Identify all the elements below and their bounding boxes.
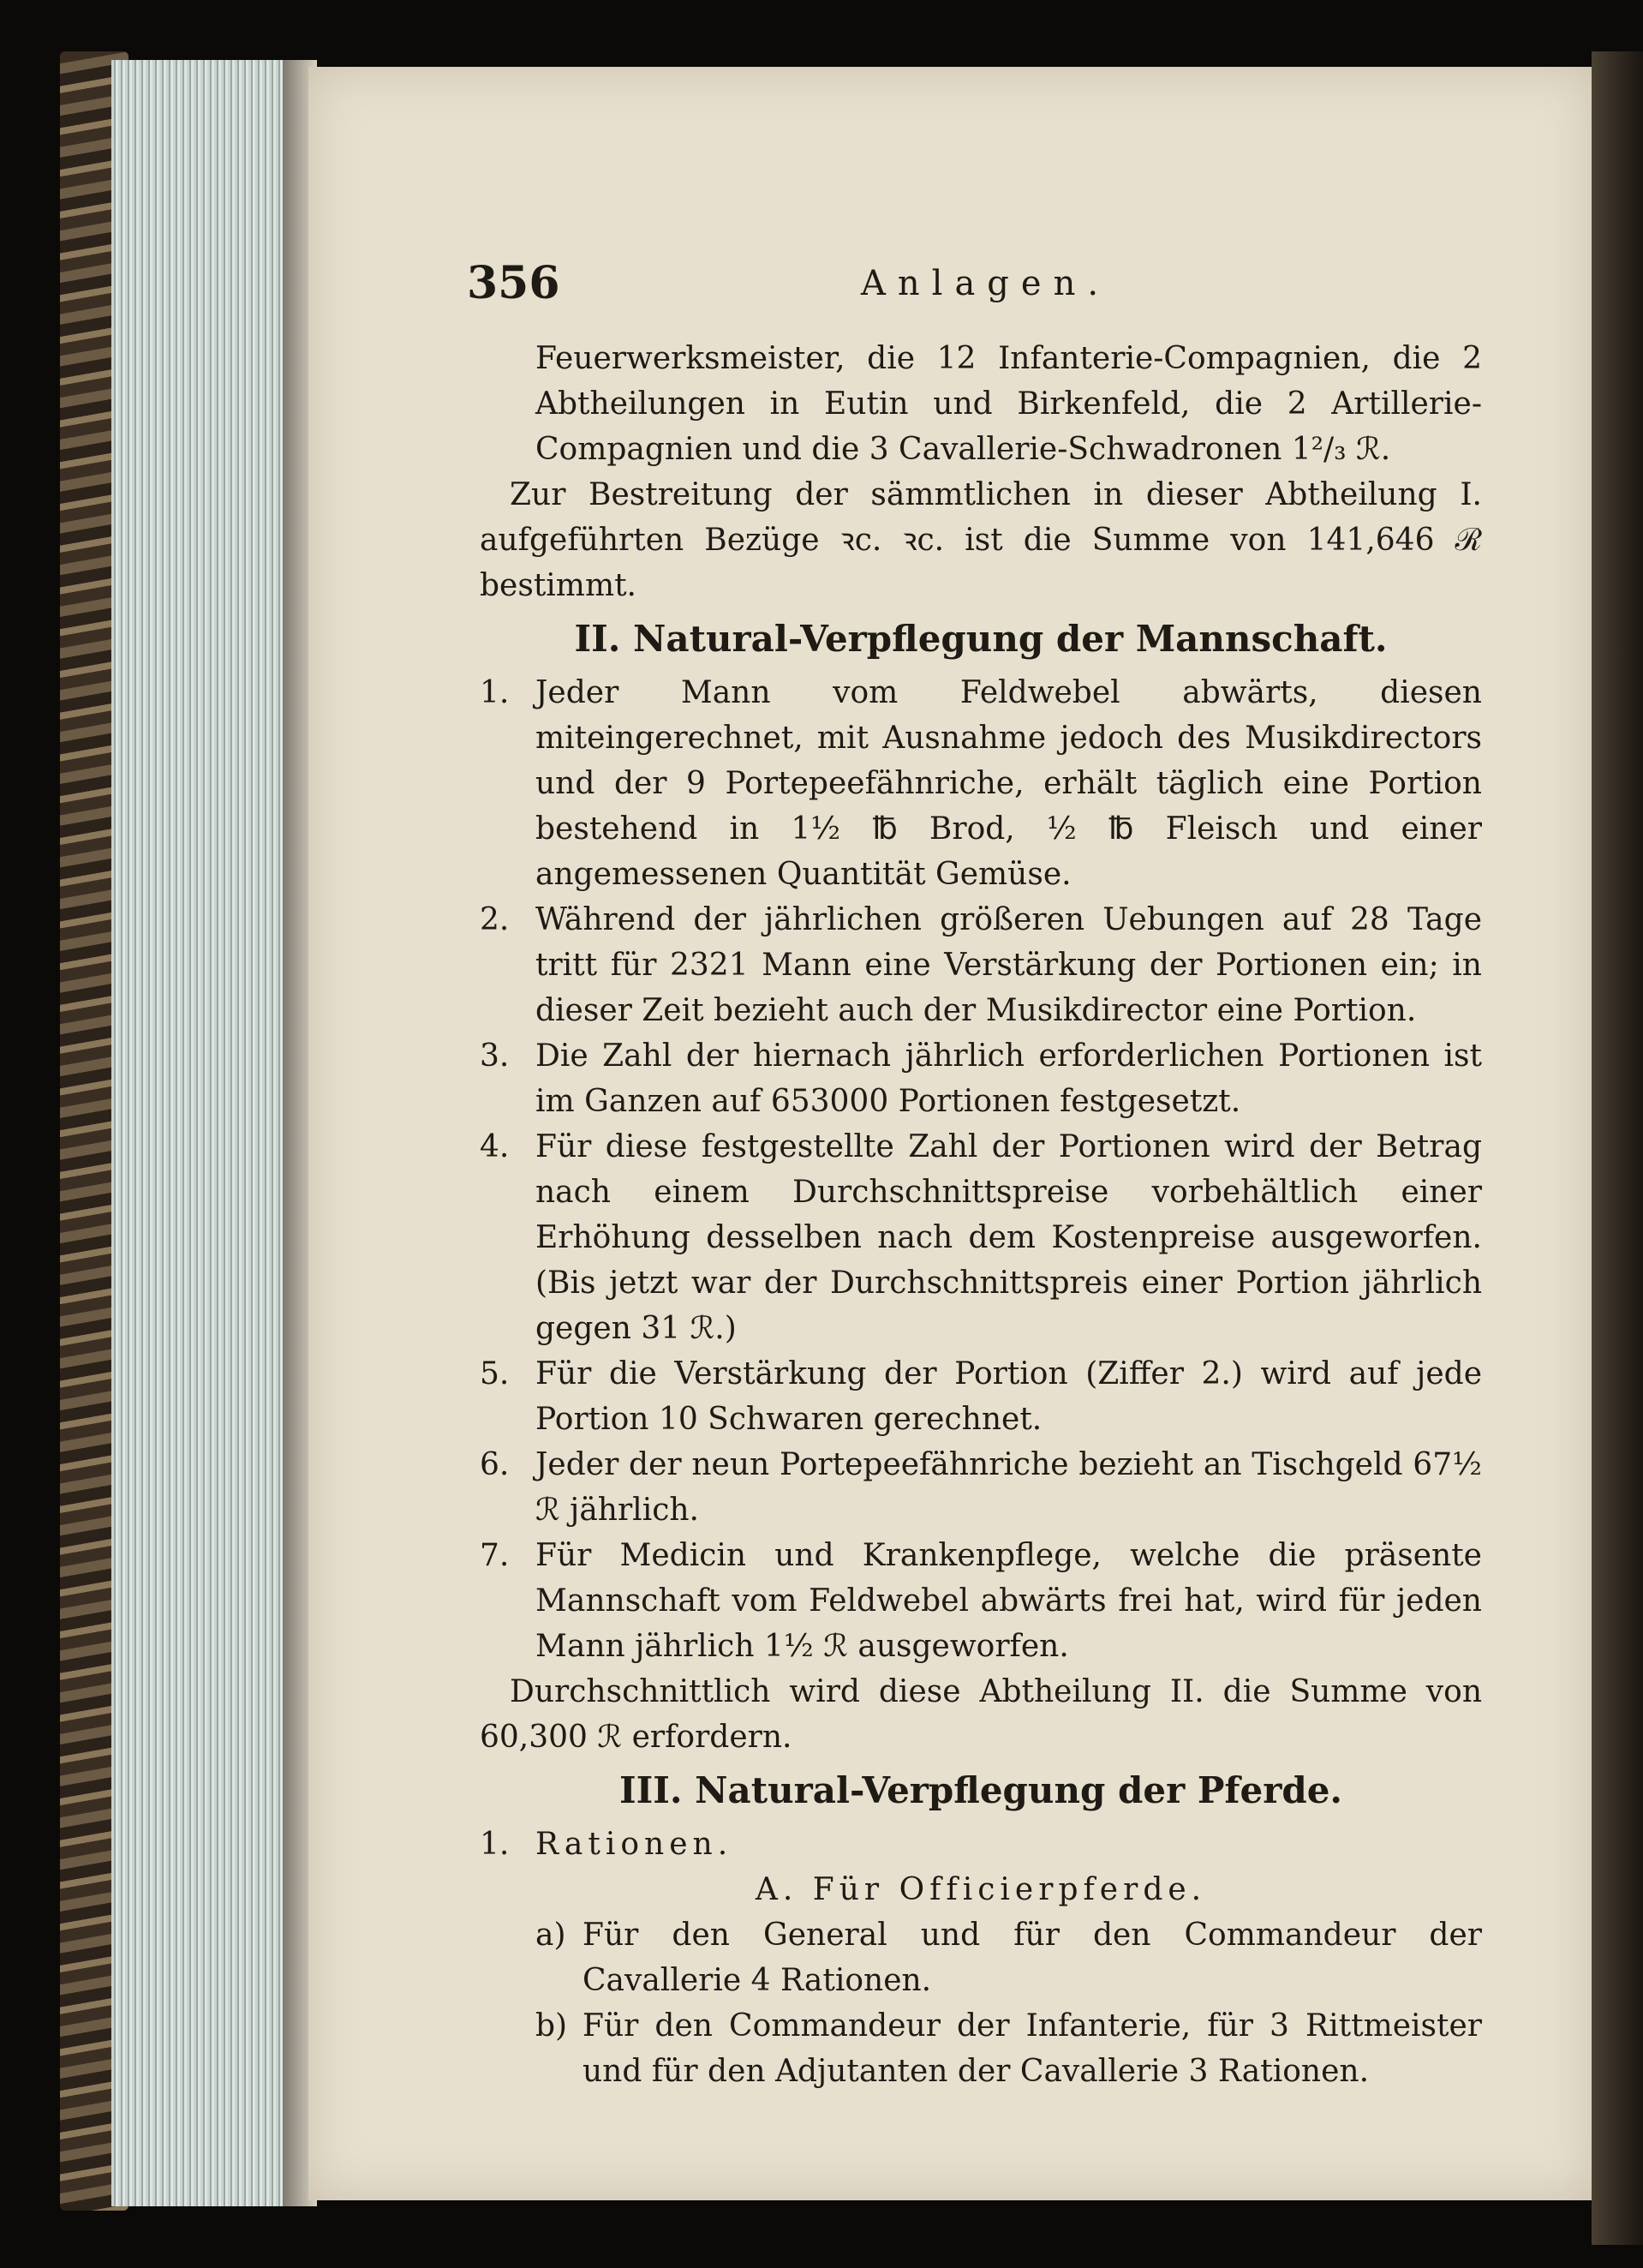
sub-item-label: b) xyxy=(535,2008,568,2044)
item-text: Während der jährlichen größeren Uebungen auf 28 Tage tritt für 2321 Mann eine Verstärkung der Portionen ein; in dieser Zeit bezieht auch der Musikdirector eine Portion. xyxy=(535,902,1482,1028)
page-number: 356 xyxy=(467,257,560,309)
list-item xyxy=(480,1533,1482,1669)
item-number: 4. xyxy=(480,1129,510,1164)
page-edges xyxy=(111,60,300,2206)
item-number: 1. xyxy=(480,1827,510,1862)
section2-heading: II. Natural-Verpflegung der Mannschaft. xyxy=(574,618,1388,660)
item-number: 5. xyxy=(480,1356,510,1391)
item-number: 6. xyxy=(480,1447,510,1482)
sub-list-item xyxy=(480,2003,1482,2094)
sub-item-label: a) xyxy=(535,1918,566,1953)
sub-list-item xyxy=(480,1912,1482,2003)
list-item xyxy=(480,1351,1482,1442)
list-item xyxy=(480,1442,1482,1533)
item-number: 1. xyxy=(480,675,510,710)
page-header xyxy=(467,257,1495,326)
item-text: Jeder Mann vom Feldwebel abwärts, diesen miteingerechnet, mit Ausnahme jedoch des Musikdirectors und der 9 Portepeefähnriche, erhält täglich eine Portion bestehend in 1½ ℔ Brod, ½ ℔ Fleisch und einer angemessenen Quantität Gemüse. xyxy=(535,675,1482,892)
item-number: 2. xyxy=(480,902,510,937)
section3-heading: III. Natural-Verpflegung der Pferde. xyxy=(618,1769,1343,1811)
sub-item-text: Für den Commandeur der Infanterie, für 3 Rittmeister und für den Adjutanten der Cavallerie 3 Rationen. xyxy=(583,2008,1482,2089)
section1-continuation: Feuerwerksmeister, die 12 Infanterie-Compagnien, die 2 Abtheilungen in Eutin und Birkenfeld, die 2 Artillerie-Compagnien und die 3 Cavallerie-Schwadronen 1²/₃ ℛ. xyxy=(535,341,1482,467)
sub-item-text: Für den General und für den Commandeur der Cavallerie 4 Rationen. xyxy=(583,1918,1482,1998)
item-text: Jeder der neun Portepeefähnriche bezieht an Tischgeld 67½ ℛ jährlich. xyxy=(535,1447,1482,1528)
section1-summary: Zur Bestreitung der sämmtlichen in dieser Abtheilung I. aufgeführten Bezüge ꝛc. ꝛc. ist die Summe von 141,646 ℛ bestimmt. xyxy=(480,477,1482,603)
list-item xyxy=(480,1033,1482,1124)
item-number: 3. xyxy=(480,1038,510,1074)
page-body xyxy=(480,336,1482,2094)
item-text: Für Medicin und Krankenpflege, welche die präsente Mannschaft vom Feldwebel abwärts frei hat, wird für jeden Mann jährlich 1½ ℛ ausgeworfen. xyxy=(535,1538,1482,1664)
item-number: 7. xyxy=(480,1538,510,1573)
list-item xyxy=(480,670,1482,897)
item-text: Für diese festgestellte Zahl der Portionen wird der Betrag nach einem Durchschnittspreise vorbehältlich einer Erhöhung desselben nach dem Kostenpreise ausgeworfen. (Bis jetzt war der Durchschnittspreis einer Portion jährlich gegen 31 ℛ.) xyxy=(535,1129,1482,1346)
list-item xyxy=(480,1124,1482,1351)
section2-summary: Durchschnittlich wird diese Abtheilung II. die Summe von 60,300 ℛ erfordern. xyxy=(480,1674,1482,1755)
list-item xyxy=(480,1822,1482,1867)
item-text: Die Zahl der hiernach jährlich erforderlichen Portionen ist im Ganzen auf 653000 Portionen festgesetzt. xyxy=(535,1038,1482,1119)
list-item xyxy=(480,897,1482,1033)
book-cover-right xyxy=(1592,51,1643,2245)
item-text: Für die Verstärkung der Portion (Ziffer 2.) wird auf jede Portion 10 Schwaren gerechnet. xyxy=(535,1356,1482,1437)
running-head: Anlagen. xyxy=(861,264,1111,303)
item-label: Rationen. xyxy=(535,1827,733,1862)
sub-heading: A. Für Officierpferde. xyxy=(755,1872,1207,1907)
